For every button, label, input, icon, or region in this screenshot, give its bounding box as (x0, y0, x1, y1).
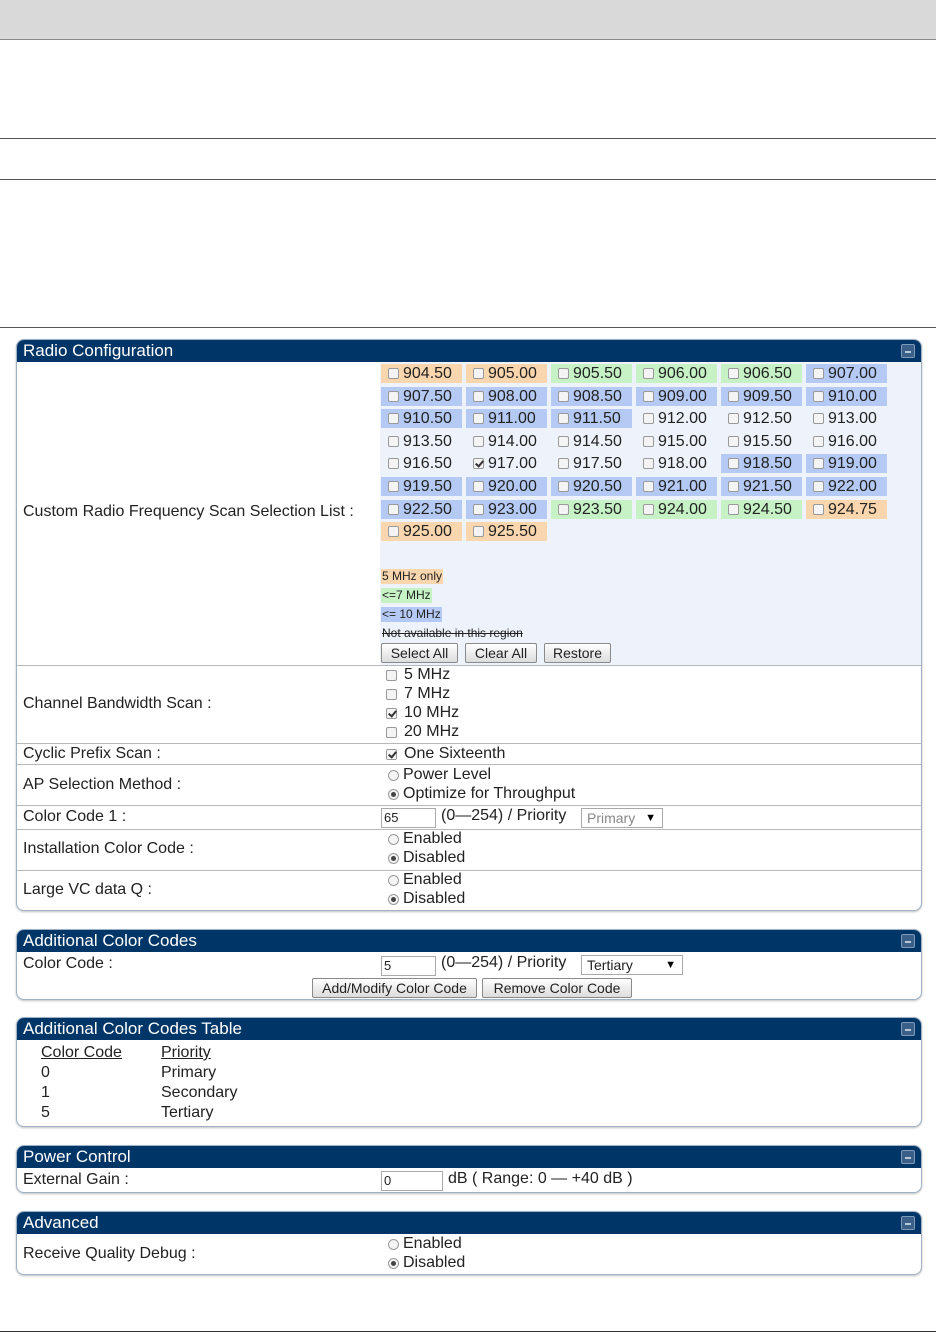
frequency-checkbox[interactable] (728, 458, 739, 469)
frequency-option[interactable] (721, 387, 802, 406)
option-label: Optimize for Throughput (403, 785, 576, 802)
color-code-input[interactable]: 5 (381, 956, 436, 976)
row-divider (17, 870, 921, 871)
additional-color-codes-panel (16, 929, 922, 1000)
frequency-checkbox[interactable] (728, 413, 739, 424)
frequency-checkbox[interactable] (728, 368, 739, 379)
frequency-option[interactable] (381, 477, 462, 496)
frequency-option[interactable] (551, 432, 632, 451)
frequency-option[interactable] (466, 364, 547, 383)
panel-title-text: Power Control (23, 1147, 131, 1166)
collapse-icon[interactable] (901, 1216, 915, 1230)
legend-7mhz: <=7 MHz (382, 588, 431, 602)
frequency-checkbox[interactable] (643, 436, 654, 447)
frequency-label: 916.00 (828, 432, 877, 450)
frequency-option[interactable] (806, 364, 887, 383)
frequency-checkbox[interactable] (473, 368, 484, 379)
frequency-checkbox[interactable] (813, 504, 824, 515)
frequency-option[interactable] (381, 432, 462, 451)
frequency-checkbox[interactable] (643, 481, 654, 492)
bandwidth-checkbox[interactable] (386, 708, 397, 719)
option-label: Disabled (403, 890, 466, 907)
frequency-label: 912.50 (743, 410, 792, 428)
advanced-panel (16, 1211, 922, 1275)
frequency-option[interactable] (466, 432, 547, 451)
frequency-checkbox[interactable] (643, 458, 654, 469)
frequency-label: 924.50 (743, 500, 792, 518)
frequency-label: 910.50 (403, 410, 452, 428)
radio-button[interactable] (388, 1239, 399, 1250)
frequency-checkbox[interactable] (388, 391, 399, 402)
select-all-button[interactable]: Select All (381, 643, 458, 663)
frequency-label: 917.00 (488, 455, 537, 473)
frequency-option[interactable] (381, 409, 462, 428)
frequency-option[interactable] (636, 409, 717, 428)
color-code-range: (0—254) / Priority (441, 954, 567, 971)
frequency-checkbox[interactable] (643, 413, 654, 424)
row-divider (17, 743, 921, 744)
color-code-1-range: (0—254) / Priority (441, 807, 567, 824)
frequency-label: 925.00 (403, 523, 452, 541)
frequency-option[interactable] (466, 409, 547, 428)
radio-button[interactable] (388, 770, 399, 781)
external-gain-input[interactable]: 0 (381, 1171, 443, 1191)
frequency-label: 912.00 (658, 410, 707, 428)
legend-5mhz: 5 MHz only (382, 569, 443, 583)
frequency-label: 907.00 (828, 365, 877, 382)
large-vc-disabled-option[interactable] (388, 890, 465, 908)
frequency-option[interactable] (636, 364, 717, 383)
ap-option-throughput[interactable] (388, 785, 575, 803)
option-label: Enabled (403, 1235, 462, 1252)
install-enabled-option[interactable] (388, 830, 462, 848)
bandwidth-label: 10 MHz (404, 704, 460, 721)
priority-select[interactable] (581, 955, 683, 975)
frequency-label: 907.50 (403, 387, 452, 405)
table-cell: Tertiary (161, 1104, 214, 1121)
frequency-label: 920.50 (573, 478, 622, 495)
cyclic-prefix-label: Cyclic Prefix Scan : (23, 745, 161, 762)
frequency-option[interactable] (721, 500, 802, 519)
option-label: Enabled (403, 830, 462, 847)
bandwidth-checkbox[interactable] (386, 727, 397, 738)
frequency-label: 924.75 (828, 500, 877, 518)
frequency-label: 913.50 (403, 432, 452, 450)
frequency-checkbox[interactable] (643, 368, 654, 379)
frequency-option[interactable] (721, 454, 802, 473)
frequency-option[interactable] (636, 477, 717, 496)
frequency-option[interactable] (721, 364, 802, 383)
frequency-checkbox[interactable] (558, 391, 569, 402)
frequency-label: 915.50 (743, 432, 792, 450)
frequency-option[interactable] (466, 522, 547, 541)
frequency-option[interactable] (806, 477, 887, 496)
collapse-icon[interactable] (901, 934, 915, 948)
collapse-icon[interactable] (901, 1150, 915, 1164)
frequency-checkbox[interactable] (813, 391, 824, 402)
frequency-label: 918.00 (658, 455, 707, 473)
frequency-option[interactable] (721, 432, 802, 451)
bandwidth-option[interactable] (386, 723, 459, 741)
legend-not-available: Not available in this region (382, 626, 523, 640)
frequency-label: 919.50 (403, 478, 452, 495)
frequency-label: 911.00 (488, 410, 536, 428)
table-cell: 1 (41, 1084, 50, 1101)
frequency-label: 908.50 (573, 387, 622, 405)
priority-select[interactable] (581, 808, 663, 828)
debug-disabled-option[interactable] (388, 1254, 465, 1272)
frequency-scan-label: Custom Radio Frequency Scan Selection List : (23, 503, 354, 520)
panel-title (17, 1146, 921, 1168)
frequency-checkbox[interactable] (728, 504, 739, 515)
color-code-1-input[interactable]: 65 (381, 808, 436, 828)
radio-configuration-panel (16, 339, 922, 911)
frequency-label: 908.00 (488, 387, 537, 405)
frequency-label: 922.00 (828, 478, 877, 495)
priority-select-value: Tertiary (587, 957, 633, 973)
frequency-label: 921.00 (658, 478, 707, 495)
frequency-label: 913.00 (828, 410, 877, 428)
frequency-option[interactable] (381, 500, 462, 519)
frequency-checkbox[interactable] (388, 504, 399, 515)
radio-button[interactable] (388, 875, 399, 886)
frequency-label: 923.00 (488, 500, 537, 518)
color-code-label: Color Code : (23, 955, 113, 972)
frequency-checkbox[interactable] (643, 391, 654, 402)
frequency-label: 918.50 (743, 455, 792, 473)
frequency-option[interactable] (721, 409, 802, 428)
option-label: Disabled (403, 1254, 466, 1271)
option-label: Enabled (403, 871, 462, 888)
frequency-label: 906.50 (743, 365, 792, 382)
frequency-option[interactable] (636, 432, 717, 451)
frequency-checkbox[interactable] (558, 413, 569, 424)
frequency-checkbox[interactable] (558, 504, 569, 515)
cyclic-prefix-checkbox[interactable] (386, 749, 397, 760)
row-divider (17, 764, 921, 765)
frequency-option[interactable] (466, 454, 547, 473)
debug-enabled-option[interactable] (388, 1235, 462, 1253)
frequency-label: 911.50 (573, 410, 621, 428)
frequency-option[interactable] (466, 387, 547, 406)
frequency-checkbox[interactable] (473, 481, 484, 492)
row-divider (17, 829, 921, 830)
radio-button[interactable] (388, 894, 399, 905)
frequency-checkbox[interactable] (813, 481, 824, 492)
large-vc-enabled-option[interactable] (388, 871, 462, 889)
panel-title (17, 1212, 921, 1234)
frequency-label: 915.00 (658, 432, 707, 450)
power-control-panel (16, 1145, 922, 1193)
frequency-label: 906.00 (658, 365, 707, 382)
frequency-checkbox[interactable] (558, 458, 569, 469)
external-gain-label: External Gain : (23, 1171, 129, 1188)
dropdown-arrow-icon: ▼ (665, 959, 676, 971)
frequency-option[interactable] (381, 364, 462, 383)
external-gain-range: dB ( Range: 0 — +40 dB ) (448, 1170, 633, 1187)
radio-button[interactable] (388, 853, 399, 864)
restore-button[interactable]: Restore (544, 643, 611, 663)
row-divider (17, 665, 921, 666)
document-header-bar (0, 0, 936, 40)
frequency-checkbox[interactable] (473, 436, 484, 447)
frequency-label: 904.50 (403, 365, 452, 382)
bandwidth-option[interactable] (386, 666, 450, 684)
divider (0, 179, 936, 180)
frequency-checkbox[interactable] (473, 526, 484, 537)
frequency-option[interactable] (636, 387, 717, 406)
radio-button[interactable] (388, 789, 399, 800)
frequency-label: 916.50 (403, 455, 452, 473)
color-code-1-label: Color Code 1 : (23, 808, 127, 825)
ap-selection-label: AP Selection Method : (23, 776, 182, 793)
installation-color-code-label: Installation Color Code : (23, 840, 194, 857)
frequency-option[interactable] (806, 454, 887, 473)
frequency-checkbox[interactable] (813, 413, 824, 424)
bandwidth-checkbox[interactable] (386, 689, 397, 700)
frequency-label: 909.00 (658, 387, 707, 405)
frequency-checkbox[interactable] (388, 526, 399, 537)
frequency-checkbox[interactable] (388, 413, 399, 424)
frequency-label: 910.00 (828, 387, 877, 405)
priority-select-value: Primary (587, 810, 636, 826)
frequency-option[interactable] (636, 454, 717, 473)
frequency-checkbox[interactable] (728, 481, 739, 492)
row-divider (17, 805, 921, 806)
frequency-label: 914.50 (573, 432, 622, 450)
bandwidth-option[interactable] (386, 685, 450, 703)
frequency-checkbox[interactable] (728, 391, 739, 402)
table-cell: 0 (41, 1064, 50, 1081)
bandwidth-checkbox[interactable] (386, 670, 397, 681)
panel-title (17, 340, 921, 362)
frequency-checkbox[interactable] (473, 413, 484, 424)
panel-title (17, 930, 921, 952)
frequency-label: 921.50 (743, 478, 792, 495)
clear-all-button[interactable]: Clear All (465, 643, 537, 663)
collapse-icon[interactable] (901, 344, 915, 358)
frequency-checkbox[interactable] (473, 391, 484, 402)
frequency-label: 925.50 (488, 523, 537, 541)
table-cell: Secondary (161, 1084, 238, 1101)
panel-title-text: Additional Color Codes (23, 931, 197, 950)
frequency-option[interactable] (466, 500, 547, 519)
bandwidth-label: 7 MHz (404, 685, 451, 702)
frequency-checkbox[interactable] (643, 504, 654, 515)
table-cell: Primary (161, 1064, 217, 1081)
frequency-checkbox[interactable] (558, 481, 569, 492)
option-label: Power Level (403, 766, 492, 783)
frequency-checkbox[interactable] (813, 458, 824, 469)
bandwidth-label: 5 MHz (404, 666, 451, 683)
frequency-label: 922.50 (403, 500, 452, 518)
column-header-priority: Priority (161, 1044, 211, 1061)
radio-button[interactable] (388, 1258, 399, 1269)
dropdown-arrow-icon: ▼ (645, 812, 656, 824)
frequency-option[interactable] (551, 477, 632, 496)
frequency-checkbox[interactable] (388, 436, 399, 447)
bandwidth-scan-label: Channel Bandwidth Scan : (23, 695, 212, 712)
frequency-option[interactable] (806, 500, 887, 519)
frequency-option[interactable] (551, 454, 632, 473)
frequency-option[interactable] (551, 409, 632, 428)
install-disabled-option[interactable] (388, 849, 465, 867)
frequency-option[interactable] (636, 500, 717, 519)
frequency-label: 923.50 (573, 500, 622, 518)
frequency-option[interactable] (806, 409, 887, 428)
panel-title-text: Radio Configuration (23, 341, 174, 360)
frequency-option[interactable] (806, 387, 887, 406)
add-modify-color-code-button[interactable]: Add/Modify Color Code (312, 978, 477, 998)
frequency-label: 905.00 (488, 365, 537, 382)
frequency-option[interactable] (551, 364, 632, 383)
frequency-checkbox[interactable] (728, 436, 739, 447)
panel-title-text: Advanced (23, 1213, 99, 1232)
frequency-checkbox[interactable] (473, 504, 484, 515)
frequency-checkbox[interactable] (388, 481, 399, 492)
frequency-option[interactable] (721, 477, 802, 496)
remove-color-code-button[interactable]: Remove Color Code (482, 978, 632, 998)
frequency-label: 914.00 (488, 432, 537, 450)
frequency-checkbox[interactable] (558, 436, 569, 447)
frequency-label: 917.50 (573, 455, 622, 473)
frequency-label: 920.00 (488, 478, 537, 495)
option-label: Disabled (403, 849, 466, 866)
frequency-label: 924.00 (658, 500, 707, 518)
frequency-option[interactable] (551, 500, 632, 519)
cyclic-prefix-option (386, 745, 505, 763)
frequency-checkbox[interactable] (813, 436, 824, 447)
frequency-option[interactable] (466, 477, 547, 496)
divider (0, 138, 936, 139)
cyclic-prefix-option-label: One Sixteenth (404, 745, 506, 762)
frequency-option[interactable] (806, 432, 887, 451)
frequency-option[interactable] (551, 387, 632, 406)
receive-quality-debug-label: Receive Quality Debug : (23, 1245, 196, 1262)
frequency-option[interactable] (381, 454, 462, 473)
divider (0, 327, 936, 328)
ap-option-power-level[interactable] (388, 766, 491, 784)
large-vc-label: Large VC data Q : (23, 881, 152, 898)
panel-title-text: Additional Color Codes Table (23, 1019, 242, 1038)
column-header-color-code: Color Code (41, 1044, 122, 1061)
legend-10mhz: <= 10 MHz (382, 607, 441, 621)
frequency-checkbox[interactable] (813, 368, 824, 379)
frequency-checkbox[interactable] (473, 458, 484, 469)
color-codes-table-panel (16, 1017, 922, 1127)
frequency-checkbox[interactable] (388, 458, 399, 469)
frequency-checkbox[interactable] (388, 368, 399, 379)
frequency-option[interactable] (381, 522, 462, 541)
radio-button[interactable] (388, 834, 399, 845)
panel-title (17, 1018, 921, 1040)
frequency-checkbox[interactable] (558, 368, 569, 379)
bandwidth-option[interactable] (386, 704, 459, 722)
table-cell: 5 (41, 1104, 50, 1121)
bandwidth-label: 20 MHz (404, 723, 460, 740)
frequency-label: 909.50 (743, 387, 792, 405)
frequency-label: 919.00 (828, 455, 877, 473)
footer-divider (0, 1331, 936, 1332)
frequency-option[interactable] (381, 387, 462, 406)
collapse-icon[interactable] (901, 1022, 915, 1036)
frequency-label: 905.50 (573, 365, 622, 382)
